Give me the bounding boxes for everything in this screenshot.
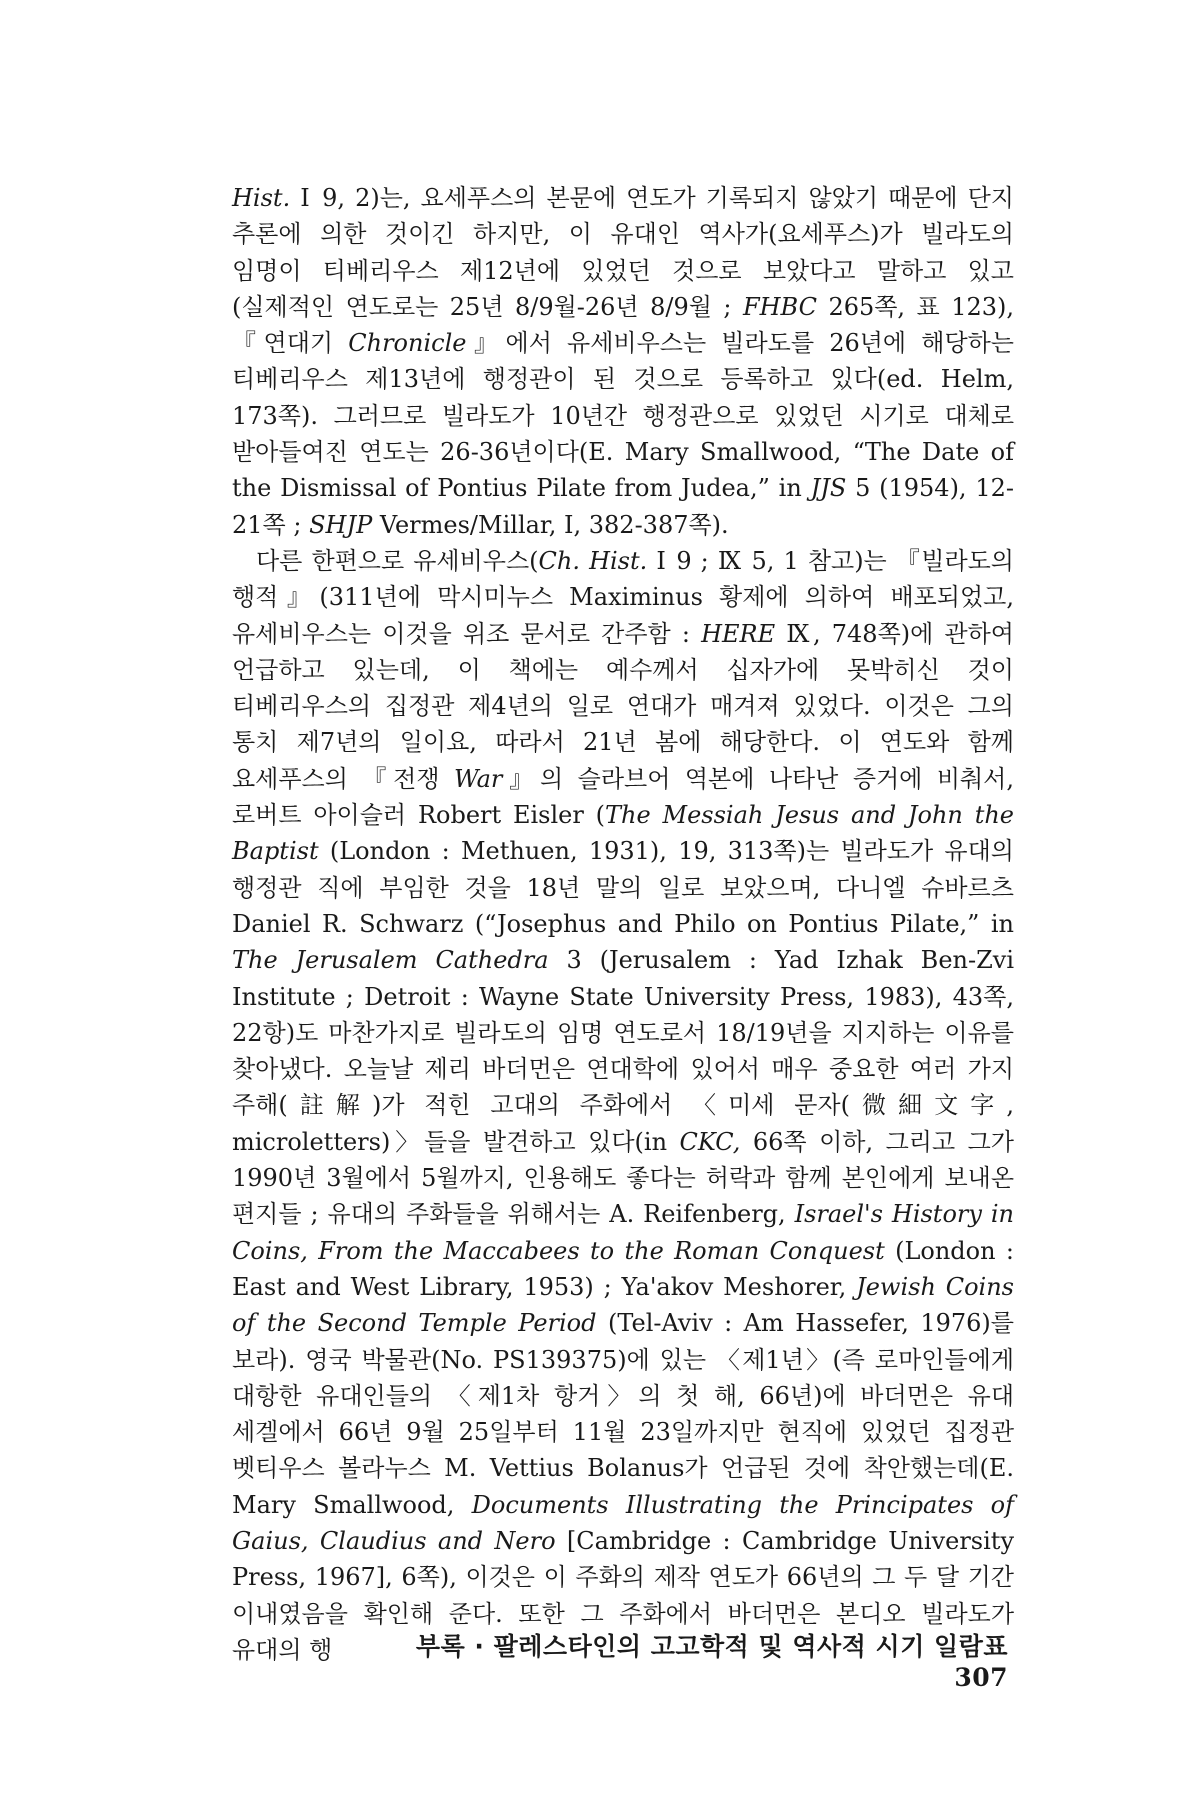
running-title: 부록 · 팔레스타인의 고고학적 및 역사적 시기 일람표 (415, 1632, 1008, 1661)
text-run: (London : Methuen, 1931), 19, 313쪽)는 빌라도가 유대의 행정관 직에 부임한 것을 18년 말의 일로 보았으며, 다니엘 슈바르츠 Daniel R. Schwarz (“Josephus and Philo on Pontius Pilate,” in (232, 837, 1014, 938)
text-run: Ⅰ 9 ; Ⅸ 5, 1 참고)는 『빌라도의 행적』(311년에 막시미누스 Maximinus 황제에 의하여 배포되었고, 유세비우스는 이것을 위조 문서로 간주함 : (232, 546, 1014, 648)
text-run: 3 (Jerusalem : Yad Izhak Ben-Zvi Institute ; Detroit : Wayne State University Press, 1983), 43쪽, 22항)도 마찬가지로 빌라도의 임명 연도로서 18/19년을 지지하는 이유를 찾아냈다. 오늘날 제리 바더먼은 연대학에 있어서 매우 중요한 여러 가지 주해(註解)가 적힌 고대의 주화에서 〈미세 문자(微細文字, microletters)〉들을 발견하고 있다(in (232, 946, 1014, 1156)
italic-text: SHJP (309, 510, 373, 539)
text-run: 66쪽 이하, 그리고 그가 1990년 3월에서 5월까지, 인용해도 좋다는 허락과 함께 본인에게 보내온 편지들 ; 유대의 주화들을 위해서는 A. Reifenberg, (232, 1127, 1014, 1229)
page-number: 307 (954, 1663, 1008, 1692)
page-footer (388, 1627, 1008, 1692)
text-run: (Tel-Aviv : Am Hassefer, 1976)를 보라). 영국 박물관(No. PS139375)에 있는 〈제1년〉(즉 로마인들에게 대항한 유대인들의 〈제1차 항거〉의 첫 해, 66년)에 바더먼은 유대 세겔에서 66년 9월 25일부터 11월 23일까지만 현직에 있었던 집정관 벳티우스 볼라누스 M. Vettius Bolanus가 언급된 것에 착안했는데(E. Mary Smallwood, (232, 1309, 1014, 1519)
text-run: 』의 슬라브어 역본에 나타난 증거에 비춰서, 로버트 아이슬러 Robert Eisler ( (232, 764, 1014, 830)
text-run: 265쪽, 표 123), 『연대기 (232, 292, 1014, 358)
italic-text: Israel's History in Coins, From the Maccabees to the Roman Conquest (232, 1200, 1014, 1265)
text-run: 5 (1954), 12-21쪽 ; (232, 474, 1014, 539)
italic-text: HERE (701, 619, 776, 648)
italic-text: FHBC (742, 292, 817, 321)
italic-text: JJS (810, 474, 847, 503)
italic-text: War (454, 764, 503, 793)
italic-text: The Messiah Jesus and John the Baptist (232, 801, 1015, 866)
text-run: (London : East and West Library, 1953) ; Ya'akov Meshorer, (232, 1236, 1014, 1301)
text-run: 다른 한편으로 유세비우스( (256, 546, 539, 575)
paragraph (232, 180, 1014, 543)
italic-text: Ch. Hist. (538, 546, 648, 575)
text-run: Ⅸ, 748쪽)에 관하여 언급하고 있는데, 이 책에는 예수께서 십자가에 못박히신 것이 티베리우스의 집정관 제4년의 일로 연대가 매겨져 있었다. 이것은 그의 통치 제7년의 일이요, 따라서 21년 봄에 해당한다. 이 연도와 함께 요세푸스의 『전쟁 (232, 619, 1014, 793)
italic-text: Chronicle (348, 329, 467, 358)
text-run: Ⅰ 9, 2)는, 요세푸스의 본문에 연도가 기록되지 않았기 때문에 단지 추론에 의한 것이긴 하지만, 이 유대인 역사가(요세푸스)가 빌라도의 임명이 티베리우스 제12년에 있었던 것으로 보았다고 말하고 있고(실제적인 연도로는 25년 8/9월-26년 8/9월 ; (232, 184, 1014, 321)
italic-text: Jewish Coins of the Second Temple Period (232, 1272, 1015, 1338)
italic-text: Documents Illustrating the Principates of Gaius, Claudius and Nero (232, 1490, 1015, 1555)
italic-text: Hist. (232, 184, 291, 212)
body-text (232, 180, 1014, 1668)
text-run: [Cambridge : Cambridge University Press, 1967], 6쪽), 이것은 이 주화의 제작 연도가 66년의 그 두 달 기간 이내였음을 확인해 준다. 또한 그 주화에서 바더먼은 본디오 빌라도가 유대의 행 (232, 1526, 1014, 1664)
text-run: 』에서 유세비우스는 빌라도를 26년에 해당하는 티베리우스 제13년에 행정관이 된 것으로 등록하고 있다(ed. Helm, 173쪽). 그러므로 빌라도가 10년간 행정관으로 있었던 시기로 대체로 받아들여진 연도는 26-36년이다(E. Mary Smallwood, “The Date of the Dismissal of Pontius Pilate from Judea,” in (232, 329, 1014, 503)
italic-text: CKC, (679, 1127, 741, 1156)
paragraph (232, 543, 1014, 1668)
italic-text: The Jerusalem Cathedra (232, 946, 549, 975)
text-run: Vermes/Millar, Ⅰ, 382-387쪽). (372, 510, 729, 539)
